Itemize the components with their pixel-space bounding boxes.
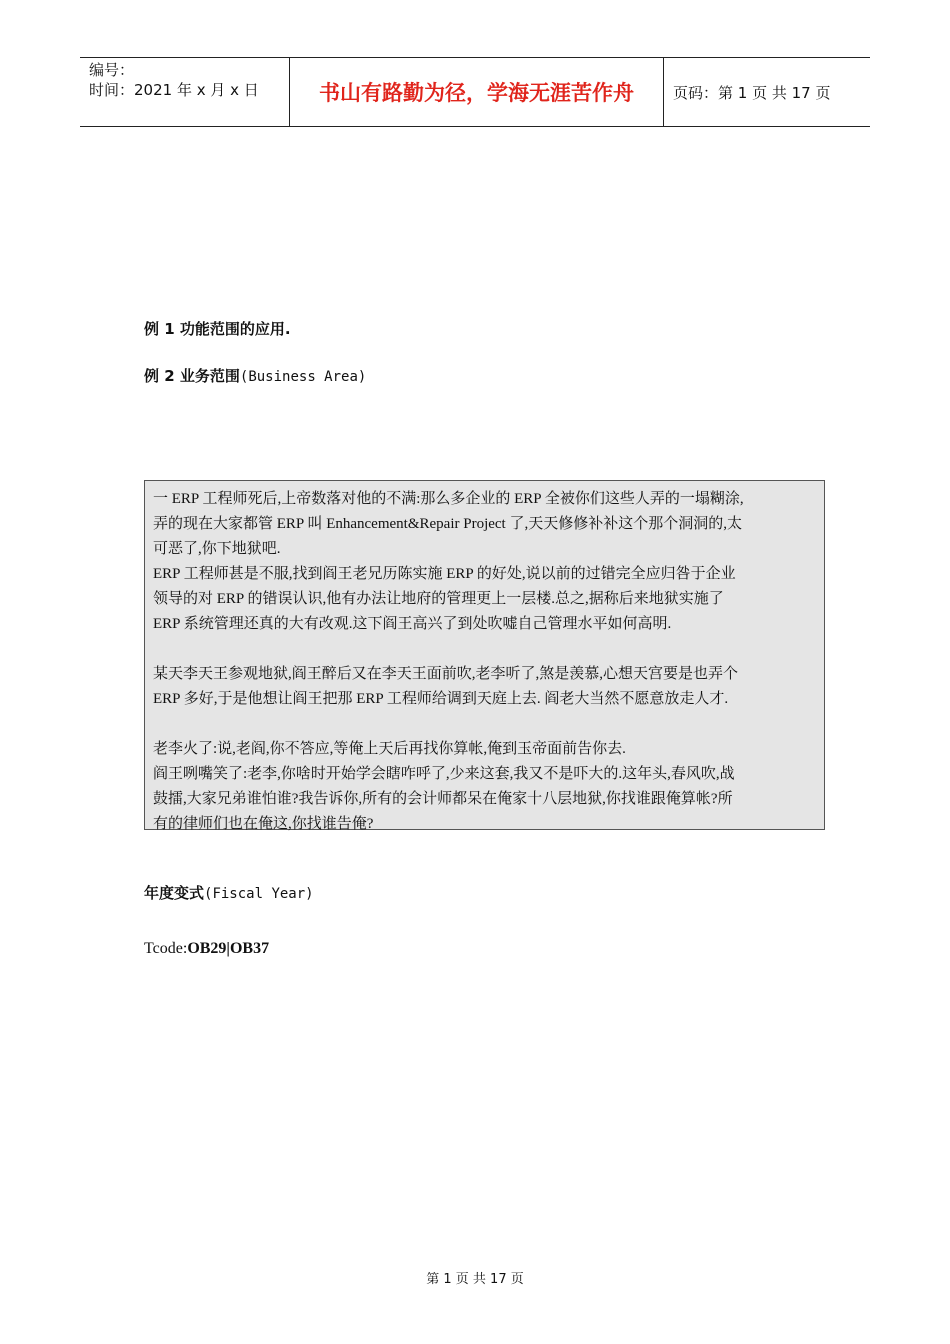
header-meta bbox=[80, 58, 290, 126]
page-footer: 第 1 页 共 17 页 bbox=[426, 1272, 524, 1287]
tcode-value: OB29|OB37 bbox=[187, 940, 270, 957]
heading-example-2 bbox=[144, 365, 366, 386]
header-motto: 书山有路勤为径，学海无涯苦作舟 bbox=[290, 58, 664, 126]
story-line: 领导的对 ERP 的错误认识,他有办法让地府的管理更上一层楼.总之,据称后来地狱实施了 bbox=[153, 591, 724, 607]
tcode-label: Tcode: bbox=[144, 940, 188, 957]
paragraph-gap bbox=[153, 637, 816, 662]
paragraph-gap bbox=[153, 712, 816, 737]
number-label: 编号： bbox=[89, 61, 135, 79]
heading-example-2-en: (Business Area) bbox=[239, 369, 367, 385]
story-line: ERP 系统管理还真的大有改观.这下阎王高兴了到处吹嘘自己管理水平如何高明. bbox=[153, 616, 672, 632]
story-line: 某天李天王参观地狱,阎王醉后又在李天王面前吹,老李听了,煞是羡慕,心想天宫要是也弄个 bbox=[153, 666, 739, 682]
story-line: ERP 工程师甚是不服,找到阎王老兄历陈实施 ERP 的好处,说以前的过错完全应归咎于企业 bbox=[153, 566, 736, 582]
story-line: 阎王咧嘴笑了:老李,你啥时开始学会瞎咋呼了,少来这套,我又不是吓大的.这年头,春风吹,战 bbox=[153, 766, 735, 782]
time-label: 时间：2021 年 x 月 x 日 bbox=[89, 81, 259, 99]
heading-example-1: 例 1 功能范围的应用. bbox=[144, 320, 291, 338]
story-line: ERP 多好,于是他想让阎王把那 ERP 工程师给调到天庭上去. 阎老大当然不愿意放走人才. bbox=[153, 691, 729, 707]
heading-example-2-text: 例 2 业务范围 bbox=[144, 367, 240, 385]
header-page-info: 页码：第 1 页 共 17 页 bbox=[673, 83, 831, 102]
heading-fiscal-year bbox=[144, 882, 314, 903]
page-header bbox=[80, 57, 870, 127]
story-box bbox=[144, 480, 825, 830]
story-line: 一 ERP 工程师死后,上帝数落对他的不满:那么多企业的 ERP 全被你们这些人弄的一塌糊涂, bbox=[153, 491, 744, 507]
heading-fiscal-text: 年度变式 bbox=[144, 884, 205, 902]
story-line: 有的律师们也在俺这,你找谁告俺? bbox=[153, 816, 374, 832]
story-line: 弄的现在大家都管 ERP 叫 Enhancement&Repair Project 了,天天修修补补这个那个洞洞的,太 bbox=[153, 516, 742, 532]
tcode-line bbox=[144, 940, 269, 958]
story-line: 老李火了:说,老阎,你不答应,等俺上天后再找你算帐,俺到玉帝面前告你去. bbox=[153, 741, 626, 757]
heading-fiscal-en: (Fiscal Year) bbox=[204, 886, 314, 902]
story-line: 鼓擂,大家兄弟谁怕谁?我告诉你,所有的会计师都呆在俺家十八层地狱,你找谁跟俺算帐?所 bbox=[153, 791, 733, 807]
story-line: 可恶了,你下地狱吧. bbox=[153, 541, 281, 557]
